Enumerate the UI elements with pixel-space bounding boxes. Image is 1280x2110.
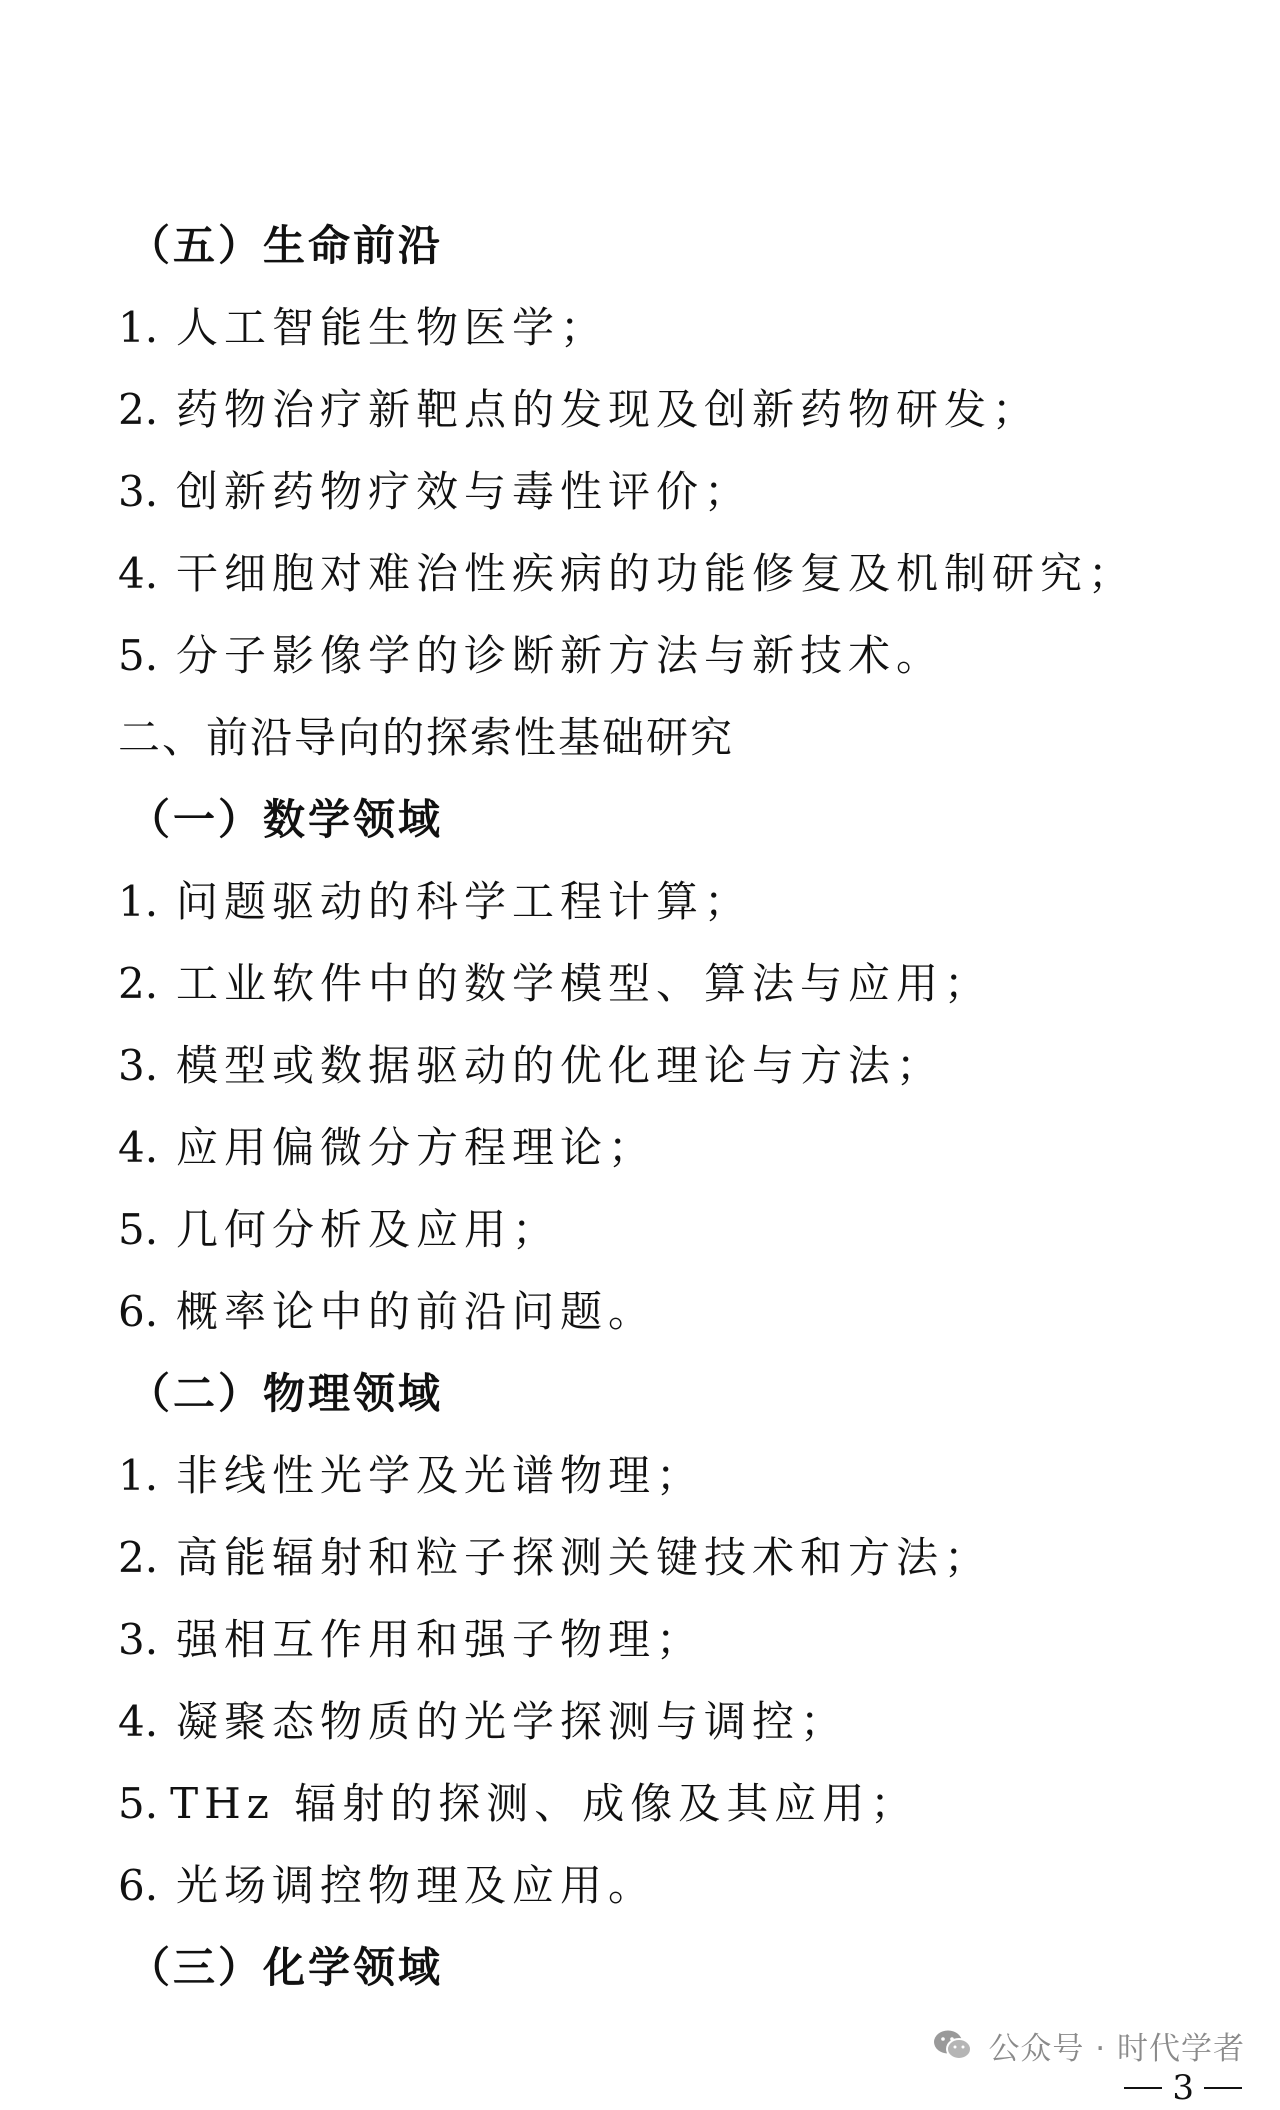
- section-heading-physics: （二）物理领域: [128, 1369, 444, 1418]
- item-text: 几何分析及应用；: [176, 1205, 561, 1254]
- list-item: [118, 462, 752, 522]
- item-number: 6.: [118, 1287, 159, 1336]
- list-item: [118, 626, 944, 686]
- item-text: 药物治疗新靶点的发现及创新药物研发；: [176, 385, 1041, 434]
- item-number: 1.: [118, 877, 159, 926]
- wechat-icon: [932, 2027, 974, 2063]
- item-number: 2.: [118, 385, 159, 434]
- list-item: [118, 1446, 704, 1506]
- section-heading-chemistry: （三）化学领域: [128, 1943, 444, 1992]
- list-item: [118, 1118, 656, 1178]
- watermark: [932, 2020, 1245, 2070]
- item-text: 干细胞对难治性疾病的功能修复及机制研究；: [176, 549, 1137, 598]
- section-heading-life-frontier: （五）生命前沿: [128, 221, 444, 270]
- item-number: 1.: [118, 1451, 159, 1500]
- list-item: [118, 1528, 992, 1588]
- list-item: [118, 1200, 560, 1260]
- item-text: 问题驱动的科学工程计算；: [176, 877, 753, 926]
- item-text: THz 辐射的探测、成像及其应用；: [170, 1779, 919, 1828]
- item-number: 3.: [118, 1041, 159, 1090]
- list-item: [118, 1282, 656, 1342]
- item-number: 5.: [118, 631, 159, 680]
- item-text: 概率论中的前沿问题。: [176, 1287, 657, 1336]
- item-text: 强相互作用和强子物理；: [176, 1615, 705, 1664]
- list-item: [118, 380, 1040, 440]
- footer-dash-left: [1124, 2087, 1162, 2089]
- item-text: 光场调控物理及应用。: [176, 1861, 657, 1910]
- item-text: 创新药物疗效与毒性评价；: [176, 467, 753, 516]
- item-number: 4.: [118, 1697, 159, 1746]
- list-item: [118, 1036, 944, 1096]
- list-item: [118, 1774, 918, 1834]
- list-item: [118, 954, 992, 1014]
- item-text: 非线性光学及光谱物理；: [176, 1451, 705, 1500]
- item-number: 5.: [118, 1779, 159, 1828]
- list-item: [118, 298, 608, 358]
- list-item: [118, 544, 1136, 604]
- item-text: 模型或数据驱动的优化理论与方法；: [176, 1041, 945, 1090]
- item-number: 6.: [118, 1861, 159, 1910]
- item-number: 1.: [118, 303, 159, 352]
- item-text: 工业软件中的数学模型、算法与应用；: [176, 959, 993, 1008]
- part-title: 二、前沿导向的探索性基础研究: [118, 713, 735, 762]
- list-item: [118, 1856, 656, 1916]
- list-item: [118, 1692, 848, 1752]
- item-number: 2.: [118, 1533, 159, 1582]
- item-number: 5.: [118, 1205, 159, 1254]
- page-number: 3: [1172, 2068, 1194, 2108]
- section-heading-math: （一）数学领域: [128, 795, 444, 844]
- footer-dash-right: [1204, 2087, 1242, 2089]
- item-number: 3.: [118, 467, 159, 516]
- item-number: 3.: [118, 1615, 159, 1664]
- item-text: 分子影像学的诊断新方法与新技术。: [176, 631, 945, 680]
- page-footer: [1114, 2066, 1252, 2110]
- item-number: 2.: [118, 959, 159, 1008]
- item-number: 4.: [118, 549, 159, 598]
- item-text: 人工智能生物医学；: [176, 303, 609, 352]
- item-text: 应用偏微分方程理论；: [176, 1123, 657, 1172]
- item-text: 高能辐射和粒子探测关键技术和方法；: [176, 1533, 993, 1582]
- item-number: 4.: [118, 1123, 159, 1172]
- item-text: 凝聚态物质的光学探测与调控；: [176, 1697, 849, 1746]
- list-item: [118, 1610, 704, 1670]
- watermark-text: 公众号 · 时代学者: [988, 2030, 1245, 2067]
- list-item: [118, 872, 752, 932]
